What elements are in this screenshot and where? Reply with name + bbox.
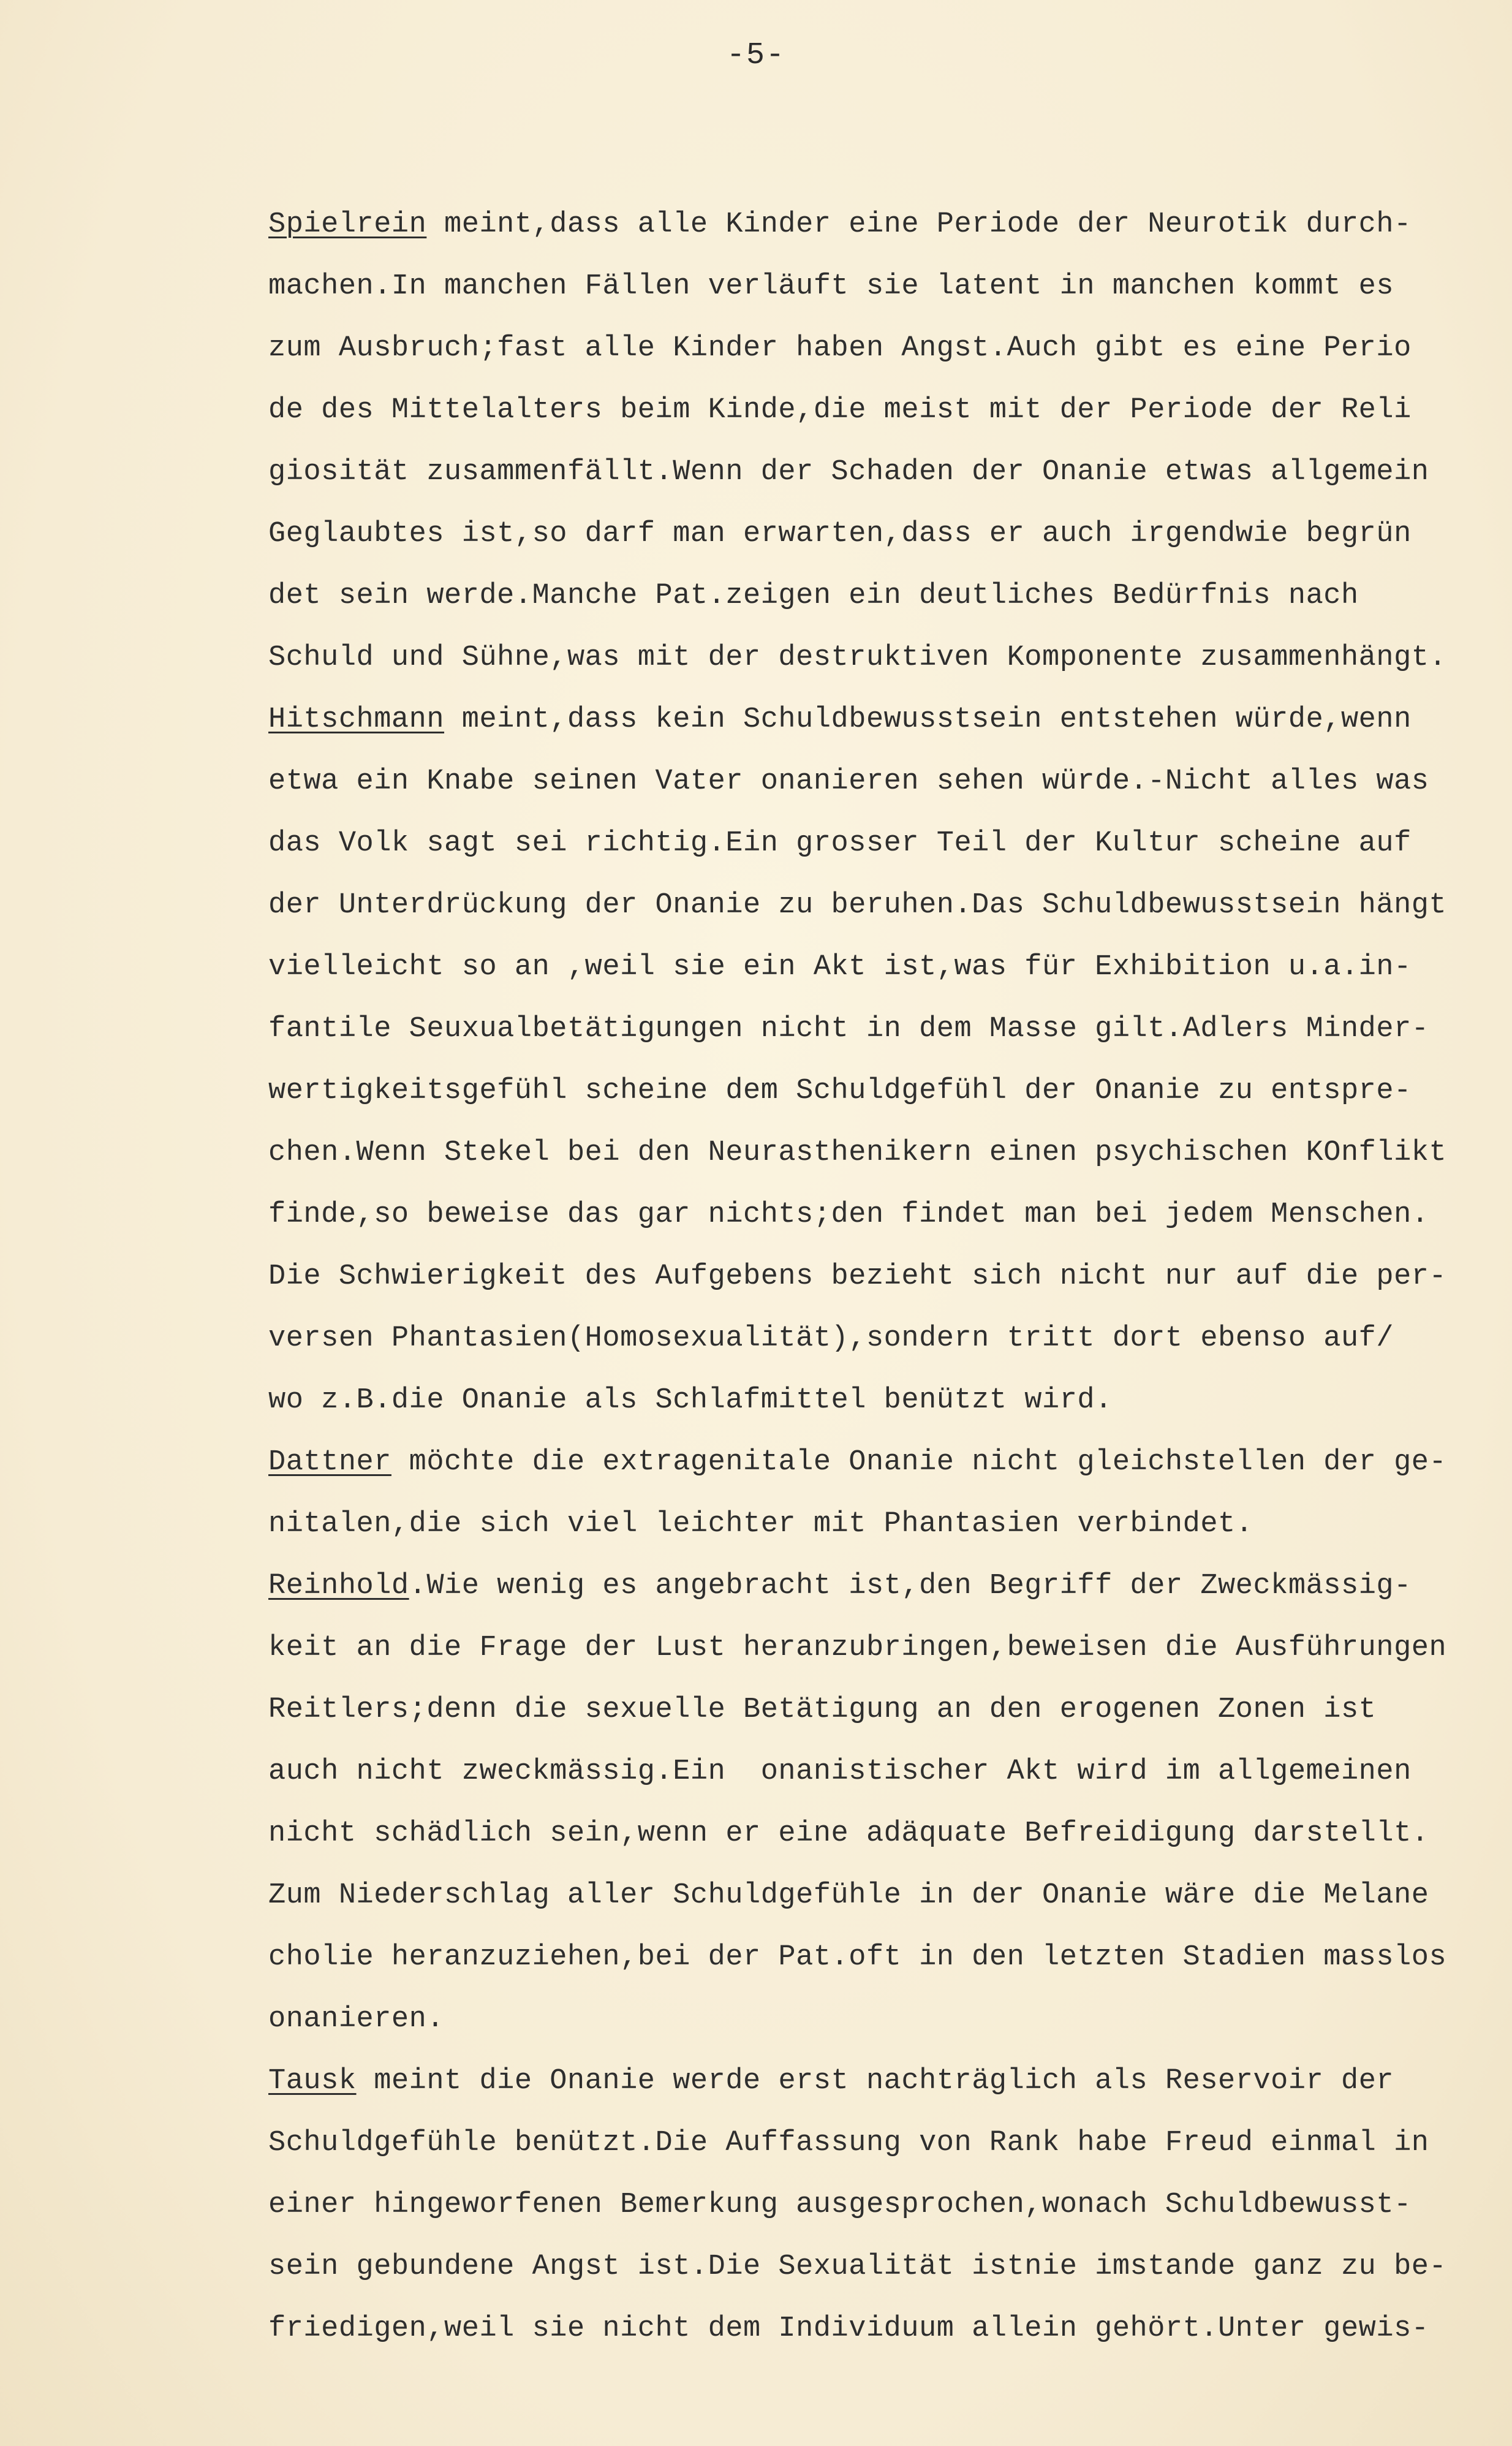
text-line [268,1926,1500,1988]
line-text: auch nicht zweckmässig.Ein onanistischer Akt wird im allgemeinen [268,1755,1412,1788]
text-line [268,565,1500,627]
line-text: zum Ausbruch;fast alle Kinder haben Angst.Auch gibt es eine Perio [268,332,1412,365]
text-line [268,2298,1500,2360]
speaker-name: Hitschmann [268,703,445,736]
line-text: wo z.B.die Onanie als Schlafmittel benützt wird. [268,1384,1113,1417]
line-text: Schuldgefühle benützt.Die Auffassung von Rank habe Freud einmal in [268,2127,1429,2159]
line-text: Die Schwierigkeit des Aufgebens bezieht sich nicht nur auf die per- [268,1260,1447,1293]
text-line [268,317,1500,379]
line-text: fantile Seuxualbetätigungen nicht in dem Masse gilt.Adlers Minder- [268,1013,1429,1045]
text-line [268,1431,1500,1493]
text-line [268,1803,1500,1865]
speaker-name: Tausk [268,2065,357,2097]
text-line [268,1741,1500,1803]
text-line [268,627,1500,689]
line-text: meint,dass alle Kinder eine Periode der Neurotik durch- [426,208,1412,241]
line-text: Schuld und Sühne,was mit der destruktiven Komponente zusammenhängt. [268,642,1447,674]
text-line [268,874,1500,936]
line-text: sein gebundene Angst ist.Die Sexualität istnie imstande ganz zu be- [268,2251,1447,2283]
line-text: chen.Wenn Stekel bei den Neurasthenikern einen psychischen KOnflikt [268,1137,1447,1169]
line-text: onanieren. [268,2003,445,2035]
line-text: cholie heranzuziehen,bei der Pat.oft in den letzten Stadien masslos [268,1941,1447,1974]
line-text: das Volk sagt sei richtig.Ein grosser Teil der Kultur scheine auf [268,827,1412,860]
text-line [268,503,1500,565]
speaker-name: Dattner [268,1446,391,1479]
line-text: etwa ein Knabe seinen Vater onanieren sehen würde.-Nicht alles was [268,765,1429,798]
speaker-name: Reinhold [268,1570,409,1602]
text-line [268,1555,1500,1617]
text-line [268,1122,1500,1184]
text-line [268,812,1500,874]
text-line [268,194,1500,256]
line-text: versen Phantasien(Homosexualität),sondern tritt dort ebenso auf/ [268,1322,1394,1355]
text-line [268,441,1500,503]
text-line [268,2174,1500,2236]
line-text: wertigkeitsgefühl scheine dem Schuldgefühl der Onanie zu entspre- [268,1075,1412,1107]
line-text: machen.In manchen Fällen verläuft sie latent in manchen kommt es [268,270,1394,303]
text-line [268,1369,1500,1431]
line-text: der Unterdrückung der Onanie zu beruhen.Das Schuldbewusstsein hängt [268,889,1447,922]
text-line [268,2050,1500,2112]
line-text: einer hingeworfenen Bemerkung ausgesprochen,wonach Schuldbewusst- [268,2189,1412,2221]
text-line [268,1493,1500,1555]
text-line [268,1060,1500,1122]
text-line [268,1679,1500,1741]
text-line [268,379,1500,441]
line-text: giosität zusammenfällt.Wenn der Schaden der Onanie etwas allgemein [268,456,1429,488]
line-text: Reitlers;denn die sexuelle Betätigung an den erogenen Zonen ist [268,1694,1377,1726]
text-line [268,2112,1500,2174]
text-line [268,1308,1500,1369]
line-text: det sein werde.Manche Pat.zeigen ein deutliches Bedürfnis nach [268,580,1359,612]
line-text: nitalen,die sich viel leichter mit Phantasien verbindet. [268,1508,1253,1540]
body-text [268,194,1500,2360]
line-text: meint,dass kein Schuldbewusstsein entstehen würde,wenn [444,703,1412,736]
line-text: finde,so beweise das gar nichts;den findet man bei jedem Menschen. [268,1198,1429,1231]
text-line [268,751,1500,812]
text-line [268,1865,1500,1926]
text-line [268,2236,1500,2298]
text-line [268,256,1500,317]
text-line [268,936,1500,998]
line-text: friedigen,weil sie nicht dem Individuum allein gehört.Unter gewis- [268,2312,1429,2345]
line-text: nicht schädlich sein,wenn er eine adäquate Befreidigung darstellt. [268,1817,1429,1850]
speaker-name: Spielrein [268,208,427,241]
line-text: .Wie wenig es angebracht ist,den Begriff der Zweckmässig- [409,1570,1412,1602]
line-text: möchte die extragenitale Onanie nicht gleichstellen der ge- [391,1446,1447,1479]
page-number: -5- [726,38,785,73]
line-text: de des Mittelalters beim Kinde,die meist mit der Periode der Reli [268,394,1412,426]
line-text: keit an die Frage der Lust heranzubringen,beweisen die Ausführungen [268,1632,1447,1664]
line-text: vielleicht so an ,weil sie ein Akt ist,was für Exhibition u.a.in- [268,951,1412,983]
text-line [268,998,1500,1060]
text-line [268,1184,1500,1246]
line-text: Geglaubtes ist,so darf man erwarten,dass er auch irgendwie begrün [268,518,1412,550]
line-text: meint die Onanie werde erst nachträglich als Reservoir der [356,2065,1394,2097]
text-line [268,1617,1500,1679]
text-line [268,1988,1500,2050]
line-text: Zum Niederschlag aller Schuldgefühle in der Onanie wäre die Melane [268,1879,1429,1912]
text-line [268,1246,1500,1308]
text-line [268,689,1500,751]
